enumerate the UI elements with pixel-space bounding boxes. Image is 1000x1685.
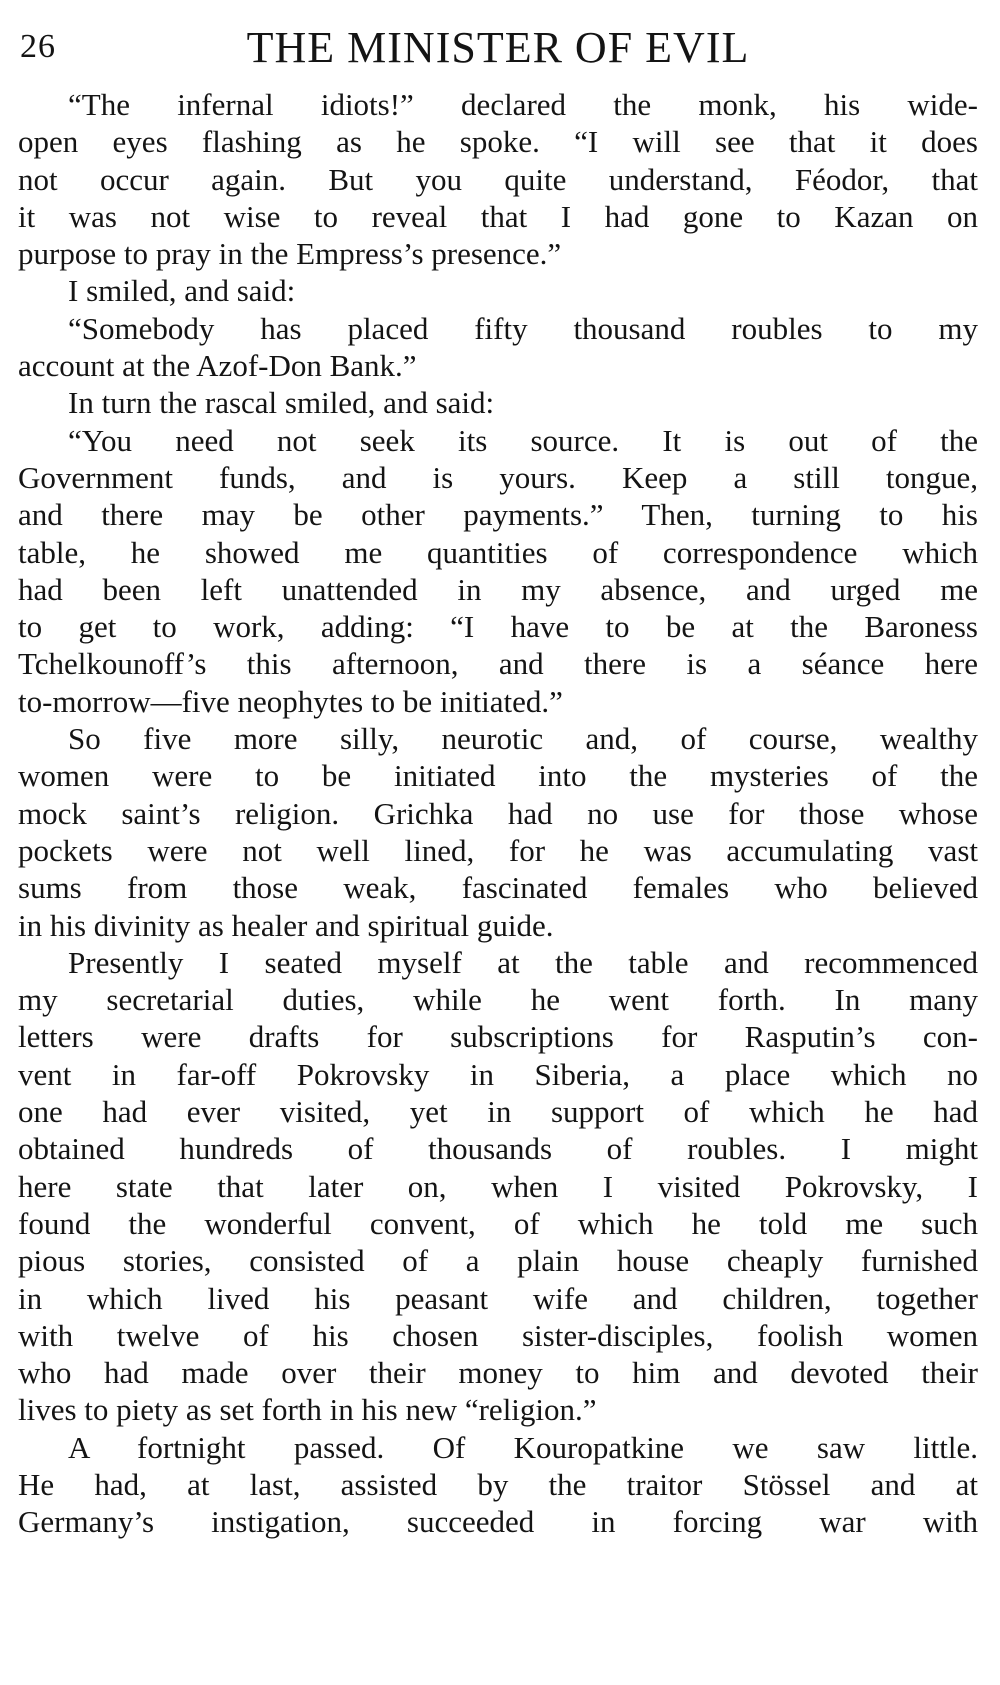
text-line: “The infernal idiots!” declared the monk, his wide- — [68, 87, 978, 122]
text-line: table, he showed me quantities of correspondence which — [18, 534, 978, 570]
text-line: in which lived his peasant wife and children, together — [18, 1280, 978, 1316]
text-line: had been left unattended in my absence, and urged me — [18, 571, 978, 607]
text-line: and there may be other payments.” Then, turning to his — [18, 497, 978, 533]
text-line: pious stories, consisted of a plain house cheaply furnished — [18, 1243, 978, 1279]
text-line: Presently I seated myself at the table and recommenced — [68, 944, 978, 980]
text-line: not occur again. But you quite understand, Féodor, that — [18, 161, 978, 197]
text-line: open eyes flashing as he spoke. “I will see that it does — [18, 124, 978, 160]
running-head: THE MINISTER OF EVIL — [246, 23, 750, 72]
text-line: it was not wise to reveal that I had gone to Kazan on — [18, 198, 978, 234]
text-line: one had ever visited, yet in support of which he had — [18, 1094, 978, 1130]
text-line: purpose to pray in the Empress’s presence.” — [18, 236, 562, 272]
text-line: Tchelkounoff’s this afternoon, and there is a séance here — [18, 646, 978, 682]
text-line: “Somebody has placed fifty thousand roubles to my — [68, 310, 978, 346]
text-line: who had made over their money to him and devoted their — [18, 1355, 978, 1391]
book-page — [18, 22, 978, 1662]
text-line: obtained hundreds of thousands of roubles. I might — [18, 1131, 978, 1167]
text-line: letters were drafts for subscriptions for Rasputin’s con- — [18, 1019, 978, 1055]
text-line: vent in far-off Pokrovsky in Siberia, a place which no — [18, 1056, 978, 1092]
text-line: Government funds, and is yours. Keep a still tongue, — [18, 459, 978, 495]
text-line: my secretarial duties, while he went forth. In many — [18, 982, 978, 1018]
page-number: 26 — [20, 28, 56, 65]
text-line: lives to piety as set forth in his new “religion.” — [18, 1392, 597, 1428]
text-line: pockets were not well lined, for he was accumulating vast — [18, 832, 978, 868]
text-line: found the wonderful convent, of which he told me such — [18, 1205, 978, 1241]
text-line: sums from those weak, fascinated females who believed — [18, 870, 978, 906]
text-line: to-morrow—five neophytes to be initiated.” — [18, 683, 563, 719]
text-line: Germany’s instigation, succeeded in forcing war with — [18, 1504, 978, 1540]
text-line: So five more silly, neurotic and, of course, wealthy — [68, 721, 978, 757]
page-header — [18, 22, 978, 80]
text-line: here state that later on, when I visited Pokrovsky, I — [18, 1168, 978, 1204]
text-line: in his divinity as healer and spiritual guide. — [18, 907, 554, 943]
text-line: “You need not seek its source. It is out of the — [68, 422, 978, 458]
text-line: He had, at last, assisted by the traitor Stössel and at — [18, 1466, 978, 1502]
text-line: A fortnight passed. Of Kouropatkine we saw little. — [68, 1429, 978, 1465]
text-line: I smiled, and said: — [68, 273, 296, 309]
text-line: to get to work, adding: “I have to be at the Baroness — [18, 609, 978, 645]
text-line: mock saint’s religion. Grichka had no use for those whose — [18, 795, 978, 831]
text-line: with twelve of his chosen sister-disciples, foolish women — [18, 1317, 978, 1353]
text-line: women were to be initiated into the mysteries of the — [18, 758, 978, 794]
text-line: In turn the rascal smiled, and said: — [68, 385, 495, 421]
text-line: account at the Azof-Don Bank.” — [18, 348, 417, 384]
body-text — [18, 86, 978, 1541]
